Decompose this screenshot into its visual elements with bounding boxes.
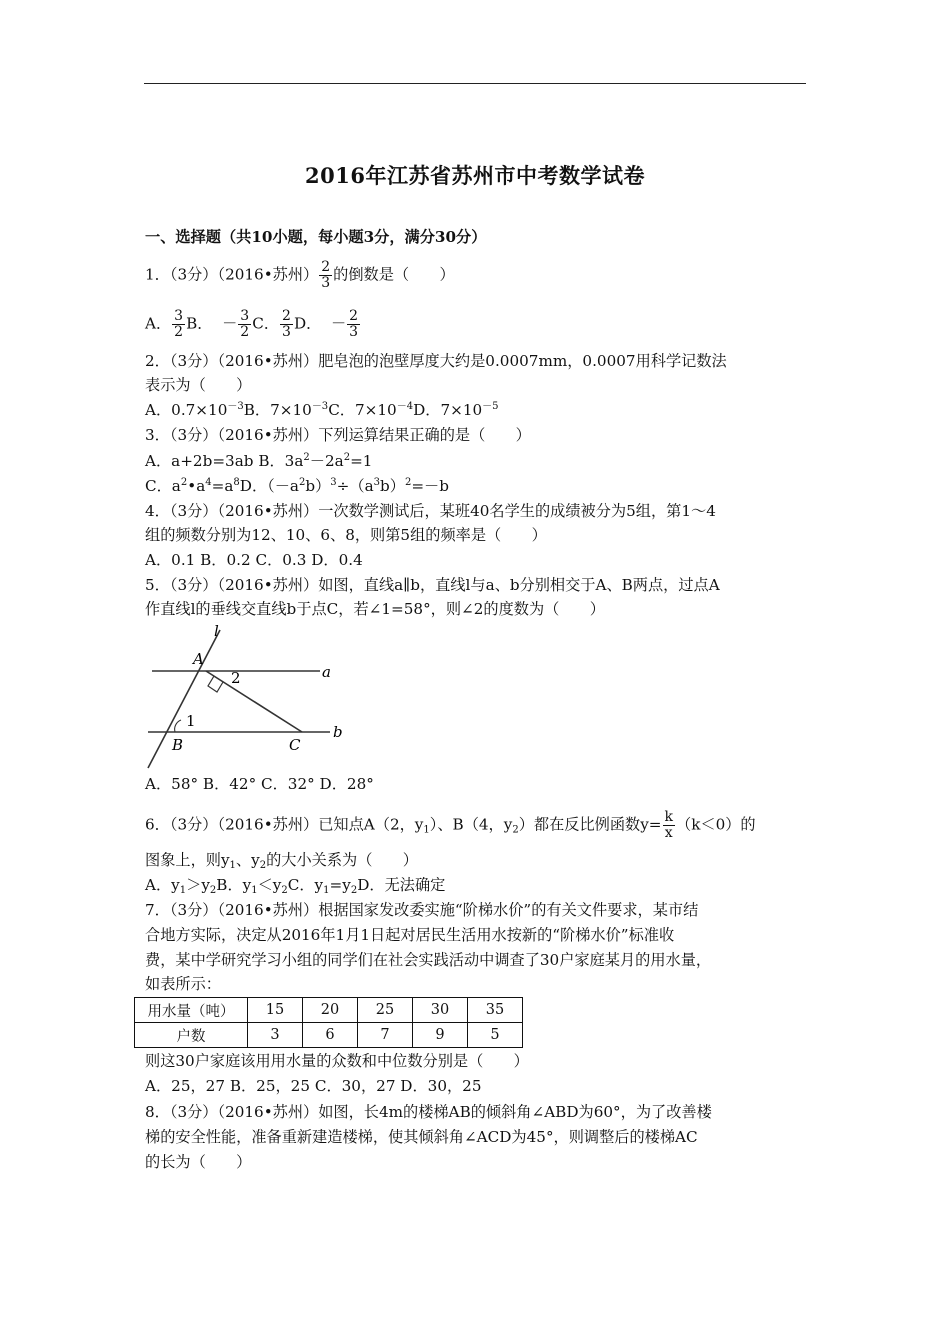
q6-mid-1: ）、B（4，y [429, 815, 513, 834]
q6-sub-2: 2 [512, 824, 519, 836]
label-a: a [322, 663, 331, 681]
q1-d-den: 3 [349, 324, 359, 340]
question-1-stem [145, 260, 455, 291]
q6-mid-2: ）都在反比例函数y= [518, 815, 662, 834]
question-7-line-4: 如表所示： [145, 975, 221, 993]
table-row [135, 1023, 523, 1048]
q1-fraction [319, 260, 332, 291]
q1-a-label: A． [145, 314, 172, 333]
label-A: A [193, 650, 204, 668]
table-header-cell: 户数 [135, 1023, 248, 1048]
q6-frac-den: x [664, 825, 673, 841]
q1-b-sign: － [222, 314, 238, 333]
q3-d-part5: =－b [411, 477, 449, 495]
question-5-line-2: 作直线l的垂线交直线b于点C，若∠1=58°，则∠2的度数为（ ） [145, 600, 605, 618]
q6-post: （k＜0）的 [676, 815, 756, 834]
q3-d-part1: D．（－a [239, 477, 299, 495]
question-2-options [145, 399, 499, 421]
q3-d-part4: b） [380, 477, 405, 495]
table-cell: 25 [358, 998, 413, 1023]
q1-a-num: 3 [174, 308, 184, 324]
table-cell: 15 [248, 998, 303, 1023]
question-4-options: A．0.1 B．0.2 C．0.3 D．0.4 [145, 551, 363, 569]
q6-option-b: B．y [216, 876, 252, 894]
label-B: B [172, 736, 184, 754]
q3-c-exp2: 4 [205, 477, 212, 488]
label-angle-1: 1 [186, 712, 196, 730]
q1-stem-pre: 1．（3分）（2016•苏州） [145, 265, 319, 284]
angle-1-arc [175, 720, 181, 732]
question-3-stem: 3．（3分）（2016•苏州）下列运算结果正确的是（ ） [145, 426, 531, 444]
q3-c-part3: =a [211, 477, 234, 495]
q3-option-a: A．a+2b=3ab [145, 452, 254, 470]
question-2-line-2: 表示为（ ） [145, 376, 252, 394]
table-cell: 5 [468, 1023, 523, 1048]
q2-d-exp: －5 [482, 401, 499, 412]
q6-c-sub2: 2 [350, 885, 358, 896]
water-usage-table [134, 997, 523, 1048]
q3-b-part1: B．3a [258, 452, 304, 470]
q6-frac-num: k [664, 809, 673, 825]
q1-c-label: C． [252, 314, 280, 333]
q2-option-a: A．0.7×10 [145, 401, 228, 419]
table-cell: 3 [248, 1023, 303, 1048]
q1-stem-post: 的倒数是（ ） [333, 265, 455, 284]
q1-frac-den: 3 [321, 275, 331, 291]
q6-option-c: C．y [287, 876, 324, 894]
q3-d-exp4: 2 [404, 477, 412, 488]
q6-c-sub1: 1 [323, 885, 330, 896]
q6-pre: 6．（3分）（2016•苏州）已知点A（2，y [145, 815, 424, 834]
label-l: l [214, 622, 219, 640]
q2-option-b: B．7×10 [243, 401, 312, 419]
q1-d-num: 2 [349, 308, 359, 324]
q1-b-num: 3 [240, 308, 250, 324]
q3-d-part3: ÷（a [336, 477, 374, 495]
question-4-line-1: 4．（3分）（2016•苏州）一次数学测试后，某班40名学生的成绩被分为5组，第1～4 [145, 502, 716, 520]
question-3-options-cd [145, 475, 449, 497]
q1-c-den: 3 [282, 324, 291, 340]
q6-fraction [663, 810, 675, 841]
q6-l2-sub-1: 1 [229, 860, 236, 871]
q1-b-fraction [238, 309, 251, 340]
table-cell: 7 [358, 1023, 413, 1048]
question-3-options-ab [145, 450, 372, 472]
question-7-options: A．25，27 B．25，25 C．30，27 D．30，25 [145, 1077, 482, 1095]
q6-option-b2: ＜y [257, 876, 282, 894]
line-l [148, 630, 220, 768]
q3-b-part3: =1 [350, 452, 373, 470]
table-header-cell: 用水量（吨） [135, 998, 248, 1023]
q6-l2-mid: 、y [235, 851, 260, 869]
q1-d-sign: － [330, 314, 347, 333]
q1-d-fraction [347, 309, 360, 340]
q2-a-exp: －3 [227, 401, 244, 412]
question-8-line-2: 梯的安全性能，准备重新建造楼梯，使其倾斜角∠ACD为45°，则调整后的楼梯AC [145, 1128, 698, 1146]
question-5-figure [140, 622, 360, 772]
q1-c-fraction [280, 309, 293, 340]
q3-d-exp2: 3 [330, 477, 337, 488]
question-7-line-3: 费，某中学研究学习小组的同学们在社会实践活动中调查了30户家庭某月的用水量， [145, 951, 712, 969]
q1-b-label: B． [186, 314, 213, 333]
q6-option-d: D．无法确定 [357, 876, 446, 894]
question-8-line-3: 的长为（ ） [145, 1153, 252, 1171]
table-cell: 6 [303, 1023, 358, 1048]
q6-l2-post: 的大小关系为（ ） [266, 851, 418, 869]
right-angle-mark [208, 676, 223, 692]
q1-b-den: 2 [240, 324, 250, 340]
question-5-options: A．58° B．42° C．32° D．28° [145, 775, 374, 793]
section-heading: 一、选择题（共10小题，每小题3分，满分30分） [145, 228, 487, 246]
question-4-line-2: 组的频数分别为12、10、6、8，则第5组的频率是（ ） [145, 526, 547, 544]
question-5-line-1: 5．（3分）（2016•苏州）如图，直线a∥b，直线l与a、b分别相交于A、B两点，过点A [145, 576, 720, 594]
q3-c-exp3: 8 [233, 477, 240, 488]
page-title: 2016年江苏省苏州市中考数学试卷 [305, 163, 645, 188]
table-cell: 35 [468, 998, 523, 1023]
q3-c-part2: •a [187, 477, 206, 495]
q6-option-a2: ＞y [186, 876, 210, 894]
question-6-options [145, 874, 445, 896]
table-cell: 9 [413, 1023, 468, 1048]
perpendicular-line [206, 671, 302, 732]
q3-b-exp2: 2 [343, 452, 351, 463]
question-7-line-1: 7．（3分）（2016•苏州）根据国家发改委实施“阶梯水价”的有关文件要求，某市结 [145, 901, 699, 919]
q2-option-d: D．7×10 [413, 401, 483, 419]
label-C: C [289, 736, 301, 754]
question-7-after-table: 则这30户家庭该用用水量的众数和中位数分别是（ ） [145, 1052, 529, 1070]
q2-b-exp: －3 [311, 401, 329, 412]
q6-option-a: A．y [145, 876, 180, 894]
question-7-line-2: 合地方实际，决定从2016年1月1日起对居民生活用水按新的“阶梯水价”标准收 [145, 926, 675, 944]
q2-c-exp: －4 [396, 401, 414, 412]
q1-a-fraction [172, 309, 185, 340]
q3-b-part2: －2a [309, 452, 344, 470]
question-6-line-2 [145, 849, 418, 871]
q3-d-exp3: 3 [373, 477, 381, 488]
q3-c-exp1: 2 [180, 477, 188, 488]
q6-a-sub2: 2 [209, 885, 217, 896]
header-rule [144, 83, 806, 84]
question-6-line-1 [145, 810, 756, 841]
q1-a-den: 2 [174, 324, 184, 340]
q3-d-part2: b） [305, 477, 331, 495]
q6-sub-1: 1 [423, 824, 430, 836]
table-cell: 20 [303, 998, 358, 1023]
q6-l2-pre: 图象上，则y [145, 851, 230, 869]
q1-frac-num: 2 [321, 259, 331, 275]
q2-option-c: C．7×10 [328, 401, 397, 419]
q3-b-exp1: 2 [303, 452, 310, 463]
q1-c-num: 2 [282, 308, 291, 324]
q6-b-sub2: 2 [281, 885, 288, 896]
label-b: b [333, 723, 343, 741]
q3-c-part1: C．a [145, 477, 181, 495]
q1-d-label: D． [293, 314, 322, 333]
question-1-options [145, 309, 361, 340]
q6-option-c2: =y [329, 876, 351, 894]
table-row [135, 998, 523, 1023]
table-cell: 30 [413, 998, 468, 1023]
q6-l2-sub-2: 2 [259, 860, 267, 871]
q6-a-sub1: 1 [179, 885, 187, 896]
question-8-line-1: 8．（3分）（2016•苏州）如图，长4m的楼梯AB的倾斜角∠ABD为60°，为了改善楼 [145, 1103, 712, 1121]
label-angle-2: 2 [231, 669, 241, 687]
q6-b-sub1: 1 [251, 885, 258, 896]
question-2-line-1: 2．（3分）（2016•苏州）肥皂泡的泡壁厚度大约是0.0007mm，0.0007用科学记数法 [145, 352, 727, 370]
q3-d-exp1: 2 [299, 477, 306, 488]
